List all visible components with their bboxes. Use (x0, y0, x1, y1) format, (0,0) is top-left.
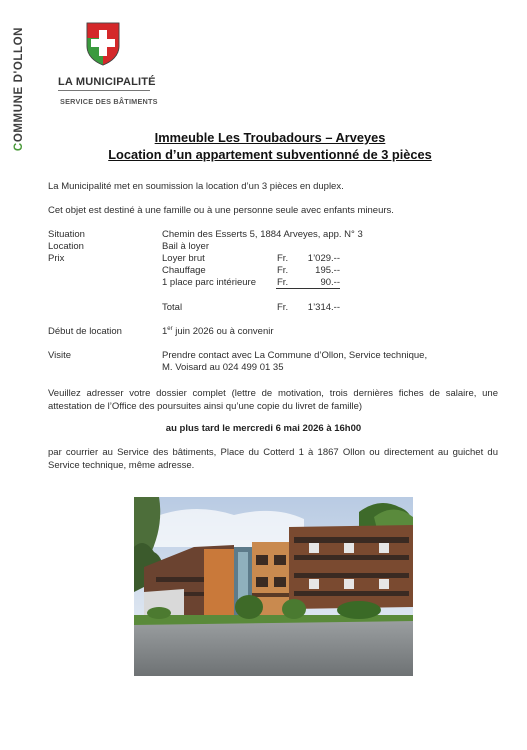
price-item-label: Chauffage (162, 265, 206, 276)
price-currency: Fr. (277, 265, 289, 276)
start-date-rest: juin 2026 ou à convenir (172, 326, 274, 337)
start-date-value (162, 326, 274, 337)
price-currency: Fr. (277, 277, 289, 288)
side-label-initial: C (13, 142, 25, 152)
location-value: Bail à loyer (162, 241, 209, 252)
municipality-title: LA MUNICIPALITÉ (58, 76, 156, 88)
situation-label: Situation (48, 229, 85, 240)
visit-label: Visite (48, 350, 72, 361)
price-label: Prix (48, 253, 65, 264)
start-day: 1 (162, 326, 168, 337)
total-label: Total (162, 302, 183, 313)
deadline-text: au plus tard le mercredi 6 mai 2026 à 16h00 (165, 423, 362, 434)
subtotal-underline (276, 288, 340, 289)
ollon-crest-icon (86, 22, 120, 66)
start-day-suffix: er (167, 325, 173, 332)
municipality-divider (58, 90, 150, 91)
document-title-line2: Location d’un appartement subventionné de 3 pièces (108, 147, 432, 162)
total-amount: 1’314.-- (307, 302, 340, 313)
price-amount: 1’029.-- (307, 253, 340, 264)
visit-line-2: M. Voisard au 024 499 01 35 (162, 362, 284, 373)
visit-line-1: Prendre contact avec La Commune d’Ollon, Service technique, (162, 350, 428, 361)
intro-paragraph-2: Cet objet est destiné à une famille ou à une personne seule avec enfants mineurs. (48, 205, 394, 216)
price-item-label: 1 place parc intérieure (162, 277, 256, 288)
commune-side-label (8, 24, 30, 154)
price-item-label: Loyer brut (162, 253, 205, 264)
start-date-label: Début de location (48, 326, 122, 337)
price-currency: Fr. (277, 253, 289, 264)
intro-paragraph-1: La Municipalité met en soumission la location d’un 3 pièces en duplex. (48, 181, 344, 192)
department-name: SERVICE DES BÂTIMENTS (60, 97, 158, 106)
total-currency: Fr. (277, 302, 289, 313)
location-label: Location (48, 241, 84, 252)
building-photo (134, 497, 413, 676)
situation-value: Chemin des Esserts 5, 1884 Arveyes, app. N° 3 (162, 229, 363, 240)
application-instructions: Veuillez adresser votre dossier complet (lettre de motivation, trois dernières fiches de salaire, une attestation de l’Office des poursuites ainsi qu’une copie du livret de famille) (48, 388, 498, 412)
side-label-rest: OMMUNE D'OLLON (13, 26, 25, 143)
price-amount: 90.-- (320, 277, 340, 288)
submission-address: par courrier au Service des bâtiments, Place du Cotterd 1 à 1867 Ollon ou directement au guichet du Service technique, même adresse. (48, 447, 498, 471)
document-title-line1: Immeuble Les Troubadours – Arveyes (154, 130, 386, 145)
price-amount: 195.-- (315, 265, 340, 276)
